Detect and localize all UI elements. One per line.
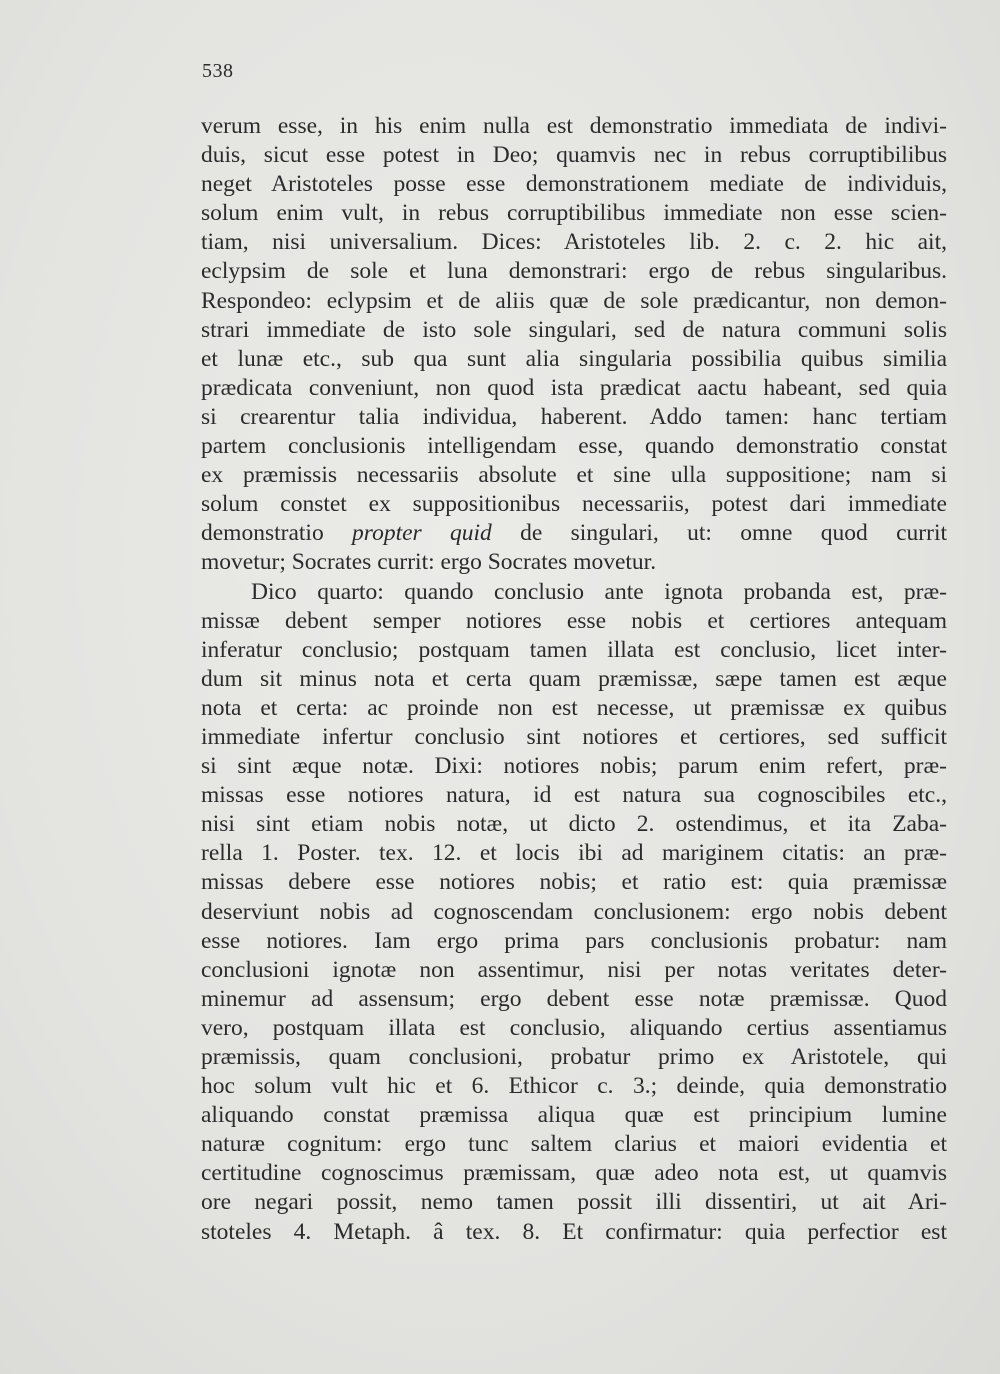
text-line: ex præmissis necessariis absolute et sine ulla suppositione; nam si <box>201 462 947 489</box>
body-text <box>201 112 947 1247</box>
text-line: partem conclusionis intelligendam esse, quando demonstratio constat <box>201 433 947 460</box>
text-line: rella 1. Poster. tex. 12. et locis ibi ad mariginem citatis: an præ- <box>201 840 947 867</box>
text-line: inferatur conclusio; postquam tamen illata est conclusio, licet inter- <box>201 636 947 663</box>
text-line: prædicata conveniunt, non quod ista prædicat aactu habeant, sed quia <box>201 374 947 401</box>
text-line: neget Aristoteles posse esse demonstrationem mediate de individuis, <box>201 171 947 198</box>
text-line: hoc solum vult hic et 6. Ethicor c. 3.; deinde, quia demonstratio <box>201 1073 947 1100</box>
text-line: movetur; Socrates currit: ergo Socrates movetur. <box>201 549 657 576</box>
text-line: immediate infertur conclusio sint notiores et certiores, sed sufficit <box>201 723 947 750</box>
text-line: minemur ad assensum; ergo debent esse notæ præmissæ. Quod <box>201 985 947 1012</box>
text-line: solum constet ex suppositionibus necessariis, potest dari immediate <box>201 491 947 518</box>
text-line: missas esse notiores natura, id est natura sua cognoscibiles etc., <box>201 782 947 809</box>
page-number: 538 <box>202 60 234 82</box>
text-line: solum enim vult, in rebus corruptibilibus immediate non esse scien- <box>201 200 947 227</box>
text-line: verum esse, in his enim nulla est demonstratio immediata de indivi- <box>201 113 947 139</box>
text-line: aliquando constat præmissa aliqua quæ est principium lumine <box>201 1102 947 1129</box>
text-line: conclusioni ignotæ non assentimur, nisi per notas veritates deter- <box>201 956 947 983</box>
text-line: ore negari possit, nemo tamen possit illi dissentiri, ut ait Ari- <box>201 1189 947 1216</box>
text-line: Dico quarto: quando conclusio ante ignota probanda est, præ- <box>251 578 947 605</box>
text-line: tiam, nisi universalium. Dices: Aristoteles lib. 2. c. 2. hic ait, <box>201 229 947 256</box>
text-line: nisi sint etiam nobis notæ, ut dicto 2. ostendimus, et ita Zaba- <box>201 811 947 838</box>
text-line: si sint æque notæ. Dixi: notiores nobis; parum enim refert, præ- <box>201 753 947 780</box>
text-line: stoteles 4. Metaph. â tex. 8. Et confirmatur: quia perfectior est <box>201 1218 947 1245</box>
text-line <box>201 519 947 548</box>
text-segment: de singulari, ut: omne quod currit <box>491 520 948 547</box>
text-line: naturæ cognitum: ergo tunc saltem clarius et maiori evidentia et <box>201 1131 947 1158</box>
text-line: missas debere esse notiores nobis; et ratio est: quia præmissæ <box>201 869 947 896</box>
italic-phrase: propter quid <box>352 520 492 547</box>
text-line: dum sit minus nota et certa quam præmissæ, sæpe tamen est æque <box>201 665 947 692</box>
text-line: præmissis, quam conclusioni, probatur primo ex Aristotele, qui <box>201 1044 947 1070</box>
text-line: duis, sicut esse potest in Deo; quamvis nec in rebus corruptibilibus <box>201 142 947 169</box>
text-line: si crearentur talia individua, haberent. Addo tamen: hanc tertiam <box>201 403 947 430</box>
text-line: et lunæ etc., sub qua sunt alia singularia possibilia quibus similia <box>201 345 947 372</box>
text-line: vero, postquam illata est conclusio, aliquando certius assentiamus <box>201 1014 947 1041</box>
text-line: missæ debent semper notiores esse nobis et certiores antequam <box>201 607 947 634</box>
text-line: nota et certa: ac proinde non est necesse, ut præmissæ ex quibus <box>201 694 947 721</box>
text-line: Respondeo: eclypsim et de aliis quæ de sole prædicantur, non demon- <box>201 287 947 314</box>
text-line: eclypsim de sole et luna demonstrari: ergo de rebus singularibus. <box>201 258 947 285</box>
text-line: strari immediate de isto sole singulari, sed de natura communi solis <box>201 316 947 343</box>
text-line: deserviunt nobis ad cognoscendam conclusionem: ergo nobis debent <box>201 898 947 925</box>
text-line: esse notiores. Iam ergo prima pars conclusionis probatur: nam <box>201 927 947 954</box>
text-segment: demonstratio <box>201 520 353 547</box>
text-line: certitudine cognoscimus præmissam, quæ adeo nota est, ut quamvis <box>201 1160 947 1187</box>
